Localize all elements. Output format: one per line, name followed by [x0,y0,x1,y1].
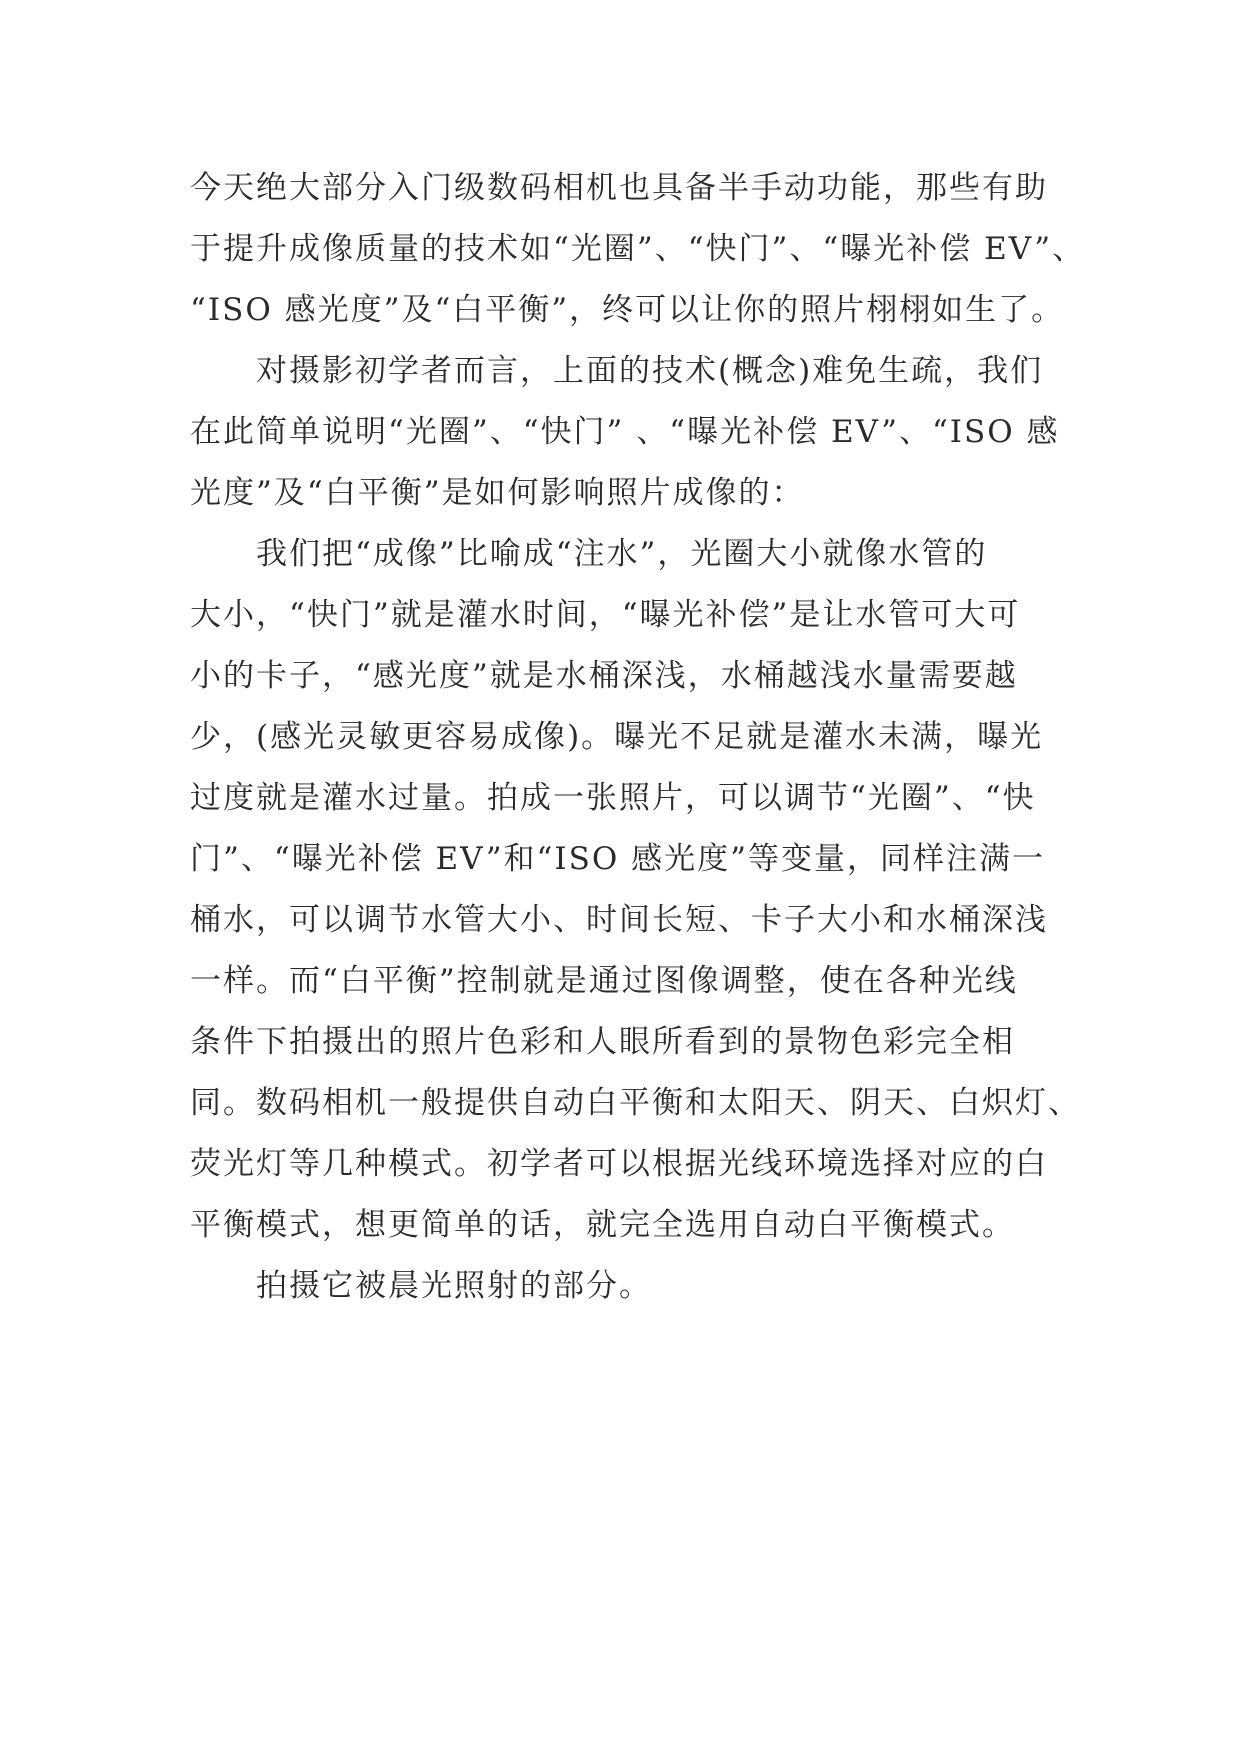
text-line: 门”、“曝光补偿 EV”和“ISO 感光度”等变量，同样注满一 [190,841,1045,877]
text-line: 荧光灯等几种模式。初学者可以根据光线环境选择对应的白 [190,1146,1048,1182]
text-line: 一样。而“白平衡”控制就是通过图像调整，使在各种光线 [190,963,1018,999]
text-line: 平衡模式，想更简单的话，就完全选用自动白平衡模式。 [190,1207,1015,1243]
text-line: 今天绝大部分入门级数码相机也具备半手动功能，那些有助 [190,170,1048,206]
text-line: 大小，“快门”就是灌水时间，“曝光补偿”是让水管可大可 [190,597,1021,633]
paragraph-start-line: 拍摄它被晨光照射的部分。 [256,1268,652,1304]
text-line: “ISO 感光度”及“白平衡”，终可以让你的照片栩栩如生了。 [190,292,1065,328]
paragraph-start-line: 对摄影初学者而言，上面的技术(概念)难免生疏，我们 [256,353,1044,389]
text-line: 在此简单说明“光圈”、“快门” 、“曝光补偿 EV”、“ISO 感 [190,414,1060,450]
text-line: 桶水，可以调节水管大小、时间长短、卡子大小和水桶深浅 [190,902,1048,938]
text-line: 过度就是灌水过量。拍成一张照片，可以调节“光圈”、“快 [190,780,1036,816]
body-text [190,158,1090,1317]
paragraph-start-line: 我们把“成像”比喻成“注水”，光圈大小就像水管的 [256,536,988,572]
text-line: 于提升成像质量的技术如“光圈”、“快门”、“曝光补偿 EV”、 [190,231,1086,267]
text-line: 同。数码相机一般提供自动白平衡和太阳天、阴天、白炽灯、 [190,1085,1081,1121]
text-line: 光度”及“白平衡”是如何影响照片成像的： [190,475,805,511]
text-line: 条件下拍摄出的照片色彩和人眼所看到的景物色彩完全相 [190,1024,1015,1060]
text-line: 少，(感光灵敏更容易成像)。曝光不足就是灌水未满，曝光 [190,719,1044,755]
text-line: 小的卡子，“感光度”就是水桶深浅，水桶越浅水量需要越 [190,658,1018,694]
